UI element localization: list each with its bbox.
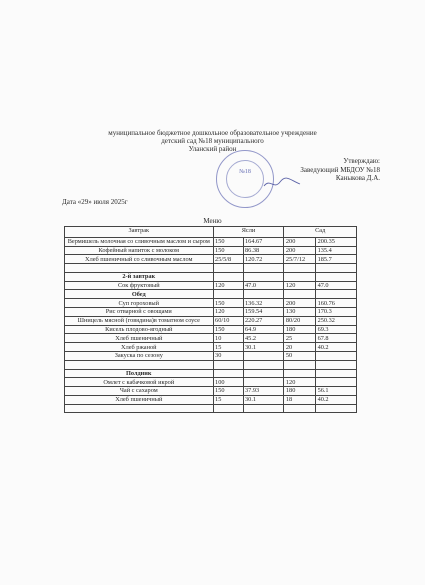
dish-name: Чай с сахаром [65,387,214,396]
nursery-portion: 150 [213,237,243,246]
table-blank-row [65,264,357,273]
nursery-value: 30.1 [243,343,284,352]
kindergarten-value: 40.2 [316,395,357,404]
dish-name: Рис отварной с овощами [65,308,214,317]
table-cell [243,404,284,413]
table-cell [284,404,316,413]
table-section-row [65,272,357,281]
kindergarten-portion: 18 [284,395,316,404]
col-header-nursery: Ясли [213,227,284,238]
table-cell [243,264,284,273]
table-cell [316,290,357,299]
table-row [65,308,357,317]
kindergarten-value [316,378,357,387]
kindergarten-value: 56.1 [316,387,357,396]
kindergarten-portion: 180 [284,325,316,334]
kindergarten-portion: 130 [284,308,316,317]
dish-name: Омлет с кабачковой икрой [65,378,214,387]
table-row [65,343,357,352]
table-cell [243,360,284,369]
org-line-2: детский сад №18 муниципального [161,137,264,145]
table-row [65,334,357,343]
kindergarten-portion: 120 [284,281,316,290]
kindergarten-portion: 180 [284,387,316,396]
table-cell [243,290,284,299]
kindergarten-value: 69.3 [316,325,357,334]
table-row [65,325,357,334]
kindergarten-value: 160.76 [316,299,357,308]
col-header-kindergarten: Сад [284,227,357,238]
dish-name: Хлеб ржаной [65,343,214,352]
dish-name: Закуска по сезону [65,351,214,360]
nursery-portion: 120 [213,308,243,317]
table-cell [213,290,243,299]
kindergarten-portion: 200 [284,246,316,255]
nursery-value: 64.9 [243,325,284,334]
table-cell [284,264,316,273]
kindergarten-portion: 200 [284,299,316,308]
kindergarten-portion: 200 [284,237,316,246]
table-cell [213,369,243,378]
table-cell [284,369,316,378]
kindergarten-value: 67.8 [316,334,357,343]
nursery-value: 136.32 [243,299,284,308]
table-cell [316,360,357,369]
nursery-value: 47.0 [243,281,284,290]
nursery-value [243,378,284,387]
section-title: 2-й завтрак [65,272,214,281]
table-cell [243,369,284,378]
col-header-meal: Завтрак [65,227,214,238]
kindergarten-portion: 20 [284,343,316,352]
table-row [65,281,357,290]
table-cell [316,264,357,273]
kindergarten-portion: 25 [284,334,316,343]
table-blank-row [65,404,357,413]
nursery-value: 45.2 [243,334,284,343]
nursery-value [243,351,284,360]
table-cell [65,404,214,413]
table-cell [243,272,284,281]
table-row [65,395,357,404]
dish-name: Кисель плодово-ягодный [65,325,214,334]
kindergarten-value: 135.4 [316,246,357,255]
nursery-portion: 120 [213,281,243,290]
table-row [65,246,357,255]
kindergarten-portion: 50 [284,351,316,360]
nursery-value: 37.93 [243,387,284,396]
nursery-portion: 60/10 [213,316,243,325]
nursery-portion: 150 [213,299,243,308]
dish-name: Шницель мясной (говядина)в томатном соусе [65,316,214,325]
table-blank-row [65,360,357,369]
dish-name: Сок фруктовый [65,281,214,290]
nursery-portion: 10 [213,334,243,343]
nursery-value: 220.27 [243,316,284,325]
dish-name: Хлеб пшеничный [65,395,214,404]
kindergarten-value: 200.35 [316,237,357,246]
table-cell [65,360,214,369]
nursery-portion: 150 [213,246,243,255]
nursery-value: 159.54 [243,308,284,317]
menu-table-body [65,237,357,413]
org-line-1: муниципальное бюджетное дошкольное образовательное учреждение [108,129,317,137]
table-cell [213,264,243,273]
dish-name: Хлеб пшеничный [65,334,214,343]
approval-line-2: Заведующий МБДОУ №18 [300,165,380,174]
nursery-portion: 30 [213,351,243,360]
table-row [65,255,357,264]
menu-table [64,226,357,413]
kindergarten-value [316,351,357,360]
kindergarten-value: 40.2 [316,343,357,352]
dish-name: Хлеб пшеничный со сливочным маслом [65,255,214,264]
table-cell [213,360,243,369]
table-cell [316,272,357,281]
menu-title: Меню [203,217,222,225]
table-cell [213,404,243,413]
nursery-value: 120.72 [243,255,284,264]
nursery-portion: 100 [213,378,243,387]
table-cell [316,369,357,378]
dish-name: Кофейный напиток с молоком [65,246,214,255]
nursery-portion: 25/5/8 [213,255,243,264]
nursery-portion: 150 [213,387,243,396]
menu-date: Дата «29» июля 2025г [62,198,128,206]
dish-name: Суп гороховый [65,299,214,308]
nursery-portion: 150 [213,325,243,334]
kindergarten-value: 170.3 [316,308,357,317]
section-title: Обед [65,290,214,299]
dish-name: Вермишель молочная со сливочным маслом и сыром [65,237,214,246]
kindergarten-value: 47.0 [316,281,357,290]
kindergarten-value: 185.7 [316,255,357,264]
nursery-value: 86.38 [243,246,284,255]
nursery-portion: 15 [213,395,243,404]
table-row [65,316,357,325]
table-section-row [65,290,357,299]
nursery-value: 164.67 [243,237,284,246]
table-header-row [65,227,357,238]
section-title: Полдник [65,369,214,378]
table-cell [65,264,214,273]
nursery-portion: 15 [213,343,243,352]
kindergarten-portion: 80/20 [284,316,316,325]
kindergarten-value: 250.32 [316,316,357,325]
table-cell [213,272,243,281]
table-row [65,299,357,308]
approval-block [240,157,380,183]
org-line-3: Уланский район [188,145,237,153]
table-cell [284,360,316,369]
table-cell [284,290,316,299]
kindergarten-portion: 25/7/12 [284,255,316,264]
table-section-row [65,369,357,378]
table-row [65,387,357,396]
table-row [65,378,357,387]
table-row [65,237,357,246]
stamp-text: №18 [239,169,251,175]
approval-line-3: Каныкова Д.А. [335,174,380,182]
nursery-value: 30.1 [243,395,284,404]
approval-line-1: Утверждаю: [343,157,380,165]
table-cell [284,272,316,281]
table-row [65,351,357,360]
table-cell [316,404,357,413]
kindergarten-portion: 120 [284,378,316,387]
